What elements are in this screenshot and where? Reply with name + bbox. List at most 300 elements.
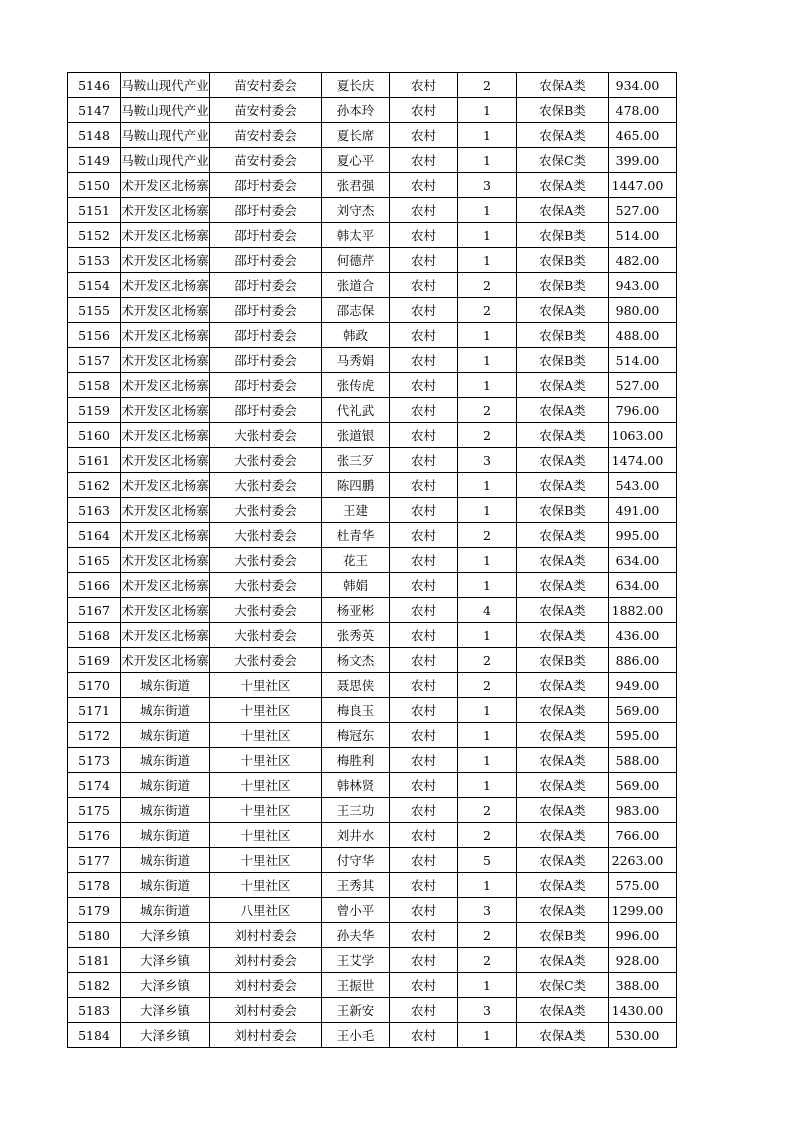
table-row bbox=[68, 548, 677, 573]
amount-cell: 482.00 bbox=[609, 248, 677, 273]
person-name-cell: 曾小平 bbox=[322, 898, 390, 923]
village-cell: 十里社区 bbox=[210, 848, 322, 873]
serial-no-cell: 5154 bbox=[68, 273, 121, 298]
table-row bbox=[68, 98, 677, 123]
village-cell: 大张村委会 bbox=[210, 648, 322, 673]
household-type-cell: 农村 bbox=[390, 323, 458, 348]
insurance-class-cell: 农保A类 bbox=[517, 423, 609, 448]
table-row bbox=[68, 673, 677, 698]
insurance-class-cell: 农保B类 bbox=[517, 248, 609, 273]
serial-no-cell: 5181 bbox=[68, 948, 121, 973]
family-size-cell: 1 bbox=[458, 373, 517, 398]
insurance-class-cell: 农保A类 bbox=[517, 573, 609, 598]
village-cell: 十里社区 bbox=[210, 873, 322, 898]
serial-no-cell: 5179 bbox=[68, 898, 121, 923]
household-type-cell: 农村 bbox=[390, 748, 458, 773]
family-size-cell: 2 bbox=[458, 923, 517, 948]
village-cell: 大张村委会 bbox=[210, 573, 322, 598]
village-cell: 刘村村委会 bbox=[210, 948, 322, 973]
person-name-cell: 梅冠东 bbox=[322, 723, 390, 748]
table-row bbox=[68, 348, 677, 373]
amount-cell: 943.00 bbox=[609, 273, 677, 298]
person-name-cell: 王振世 bbox=[322, 973, 390, 998]
table-row bbox=[68, 298, 677, 323]
household-type-cell: 农村 bbox=[390, 198, 458, 223]
serial-no-cell: 5168 bbox=[68, 623, 121, 648]
family-size-cell: 1 bbox=[458, 498, 517, 523]
amount-cell: 983.00 bbox=[609, 798, 677, 823]
person-name-cell: 张秀英 bbox=[322, 623, 390, 648]
household-type-cell: 农村 bbox=[390, 123, 458, 148]
serial-no-cell: 5155 bbox=[68, 298, 121, 323]
table-row bbox=[68, 248, 677, 273]
person-name-cell: 孙夫华 bbox=[322, 923, 390, 948]
insurance-class-cell: 农保A类 bbox=[517, 448, 609, 473]
serial-no-cell: 5176 bbox=[68, 823, 121, 848]
serial-no-cell: 5158 bbox=[68, 373, 121, 398]
household-type-cell: 农村 bbox=[390, 848, 458, 873]
serial-no-cell: 5184 bbox=[68, 1023, 121, 1048]
insurance-class-cell: 农保B类 bbox=[517, 223, 609, 248]
village-cell: 十里社区 bbox=[210, 748, 322, 773]
insurance-class-cell: 农保A类 bbox=[517, 473, 609, 498]
household-type-cell: 农村 bbox=[390, 973, 458, 998]
table-row bbox=[68, 448, 677, 473]
town-cell: 术开发区北杨寨 bbox=[121, 598, 210, 623]
serial-no-cell: 5173 bbox=[68, 748, 121, 773]
family-size-cell: 1 bbox=[458, 548, 517, 573]
household-type-cell: 农村 bbox=[390, 873, 458, 898]
family-size-cell: 3 bbox=[458, 898, 517, 923]
insurance-class-cell: 农保B类 bbox=[517, 498, 609, 523]
insurance-class-cell: 农保A类 bbox=[517, 598, 609, 623]
town-cell: 马鞍山现代产业 bbox=[121, 148, 210, 173]
insurance-class-cell: 农保A类 bbox=[517, 898, 609, 923]
town-cell: 大泽乡镇 bbox=[121, 1023, 210, 1048]
person-name-cell: 王秀其 bbox=[322, 873, 390, 898]
person-name-cell: 张道银 bbox=[322, 423, 390, 448]
village-cell: 邵圩村委会 bbox=[210, 248, 322, 273]
town-cell: 术开发区北杨寨 bbox=[121, 398, 210, 423]
serial-no-cell: 5161 bbox=[68, 448, 121, 473]
amount-cell: 766.00 bbox=[609, 823, 677, 848]
family-size-cell: 3 bbox=[458, 448, 517, 473]
serial-no-cell: 5175 bbox=[68, 798, 121, 823]
village-cell: 刘村村委会 bbox=[210, 1023, 322, 1048]
person-name-cell: 杜青华 bbox=[322, 523, 390, 548]
village-cell: 十里社区 bbox=[210, 773, 322, 798]
family-size-cell: 3 bbox=[458, 173, 517, 198]
serial-no-cell: 5180 bbox=[68, 923, 121, 948]
table-row bbox=[68, 398, 677, 423]
person-name-cell: 夏长庆 bbox=[322, 73, 390, 98]
table-row bbox=[68, 198, 677, 223]
insurance-class-cell: 农保A类 bbox=[517, 998, 609, 1023]
household-type-cell: 农村 bbox=[390, 298, 458, 323]
table-row bbox=[68, 473, 677, 498]
serial-no-cell: 5165 bbox=[68, 548, 121, 573]
village-cell: 邵圩村委会 bbox=[210, 348, 322, 373]
table-row bbox=[68, 773, 677, 798]
family-size-cell: 1 bbox=[458, 973, 517, 998]
family-size-cell: 1 bbox=[458, 473, 517, 498]
household-type-cell: 农村 bbox=[390, 623, 458, 648]
family-size-cell: 5 bbox=[458, 848, 517, 873]
family-size-cell: 4 bbox=[458, 598, 517, 623]
amount-cell: 1474.00 bbox=[609, 448, 677, 473]
household-type-cell: 农村 bbox=[390, 398, 458, 423]
family-size-cell: 2 bbox=[458, 948, 517, 973]
household-type-cell: 农村 bbox=[390, 498, 458, 523]
amount-cell: 465.00 bbox=[609, 123, 677, 148]
village-cell: 大张村委会 bbox=[210, 448, 322, 473]
village-cell: 邵圩村委会 bbox=[210, 198, 322, 223]
town-cell: 城东街道 bbox=[121, 873, 210, 898]
town-cell: 大泽乡镇 bbox=[121, 973, 210, 998]
person-name-cell: 韩政 bbox=[322, 323, 390, 348]
person-name-cell: 张君强 bbox=[322, 173, 390, 198]
household-type-cell: 农村 bbox=[390, 723, 458, 748]
village-cell: 邵圩村委会 bbox=[210, 223, 322, 248]
town-cell: 术开发区北杨寨 bbox=[121, 298, 210, 323]
insurance-class-cell: 农保A类 bbox=[517, 773, 609, 798]
table-row bbox=[68, 498, 677, 523]
person-name-cell: 夏心平 bbox=[322, 148, 390, 173]
insurance-class-cell: 农保A类 bbox=[517, 748, 609, 773]
village-cell: 邵圩村委会 bbox=[210, 323, 322, 348]
household-type-cell: 农村 bbox=[390, 598, 458, 623]
insurance-class-cell: 农保C类 bbox=[517, 973, 609, 998]
village-cell: 十里社区 bbox=[210, 798, 322, 823]
insurance-class-cell: 农保A类 bbox=[517, 848, 609, 873]
table-row bbox=[68, 598, 677, 623]
table-row bbox=[68, 273, 677, 298]
amount-cell: 488.00 bbox=[609, 323, 677, 348]
person-name-cell: 聂思侠 bbox=[322, 673, 390, 698]
family-size-cell: 1 bbox=[458, 223, 517, 248]
table-row bbox=[68, 423, 677, 448]
household-type-cell: 农村 bbox=[390, 448, 458, 473]
amount-cell: 1447.00 bbox=[609, 173, 677, 198]
serial-no-cell: 5163 bbox=[68, 498, 121, 523]
family-size-cell: 2 bbox=[458, 298, 517, 323]
amount-cell: 1299.00 bbox=[609, 898, 677, 923]
amount-cell: 995.00 bbox=[609, 523, 677, 548]
town-cell: 城东街道 bbox=[121, 698, 210, 723]
town-cell: 术开发区北杨寨 bbox=[121, 523, 210, 548]
insurance-class-cell: 农保B类 bbox=[517, 348, 609, 373]
person-name-cell: 王艾学 bbox=[322, 948, 390, 973]
town-cell: 马鞍山现代产业 bbox=[121, 98, 210, 123]
insurance-class-cell: 农保A类 bbox=[517, 823, 609, 848]
family-size-cell: 1 bbox=[458, 748, 517, 773]
person-name-cell: 梅胜利 bbox=[322, 748, 390, 773]
table-row bbox=[68, 748, 677, 773]
insurance-class-cell: 农保A类 bbox=[517, 523, 609, 548]
household-type-cell: 农村 bbox=[390, 923, 458, 948]
village-cell: 刘村村委会 bbox=[210, 973, 322, 998]
amount-cell: 569.00 bbox=[609, 698, 677, 723]
household-type-cell: 农村 bbox=[390, 73, 458, 98]
village-cell: 十里社区 bbox=[210, 698, 322, 723]
table-row bbox=[68, 923, 677, 948]
serial-no-cell: 5146 bbox=[68, 73, 121, 98]
person-name-cell: 陈四鹏 bbox=[322, 473, 390, 498]
amount-cell: 934.00 bbox=[609, 73, 677, 98]
amount-cell: 514.00 bbox=[609, 223, 677, 248]
amount-cell: 2263.00 bbox=[609, 848, 677, 873]
household-type-cell: 农村 bbox=[390, 698, 458, 723]
serial-no-cell: 5170 bbox=[68, 673, 121, 698]
person-name-cell: 梅良玉 bbox=[322, 698, 390, 723]
amount-cell: 796.00 bbox=[609, 398, 677, 423]
amount-cell: 928.00 bbox=[609, 948, 677, 973]
amount-cell: 886.00 bbox=[609, 648, 677, 673]
town-cell: 术开发区北杨寨 bbox=[121, 473, 210, 498]
serial-no-cell: 5166 bbox=[68, 573, 121, 598]
household-type-cell: 农村 bbox=[390, 648, 458, 673]
village-cell: 大张村委会 bbox=[210, 548, 322, 573]
town-cell: 马鞍山现代产业 bbox=[121, 123, 210, 148]
village-cell: 苗安村委会 bbox=[210, 98, 322, 123]
person-name-cell: 邵志保 bbox=[322, 298, 390, 323]
insurance-class-cell: 农保A类 bbox=[517, 298, 609, 323]
person-name-cell: 王建 bbox=[322, 498, 390, 523]
town-cell: 大泽乡镇 bbox=[121, 948, 210, 973]
serial-no-cell: 5159 bbox=[68, 398, 121, 423]
household-type-cell: 农村 bbox=[390, 348, 458, 373]
insurance-class-cell: 农保A类 bbox=[517, 548, 609, 573]
town-cell: 术开发区北杨寨 bbox=[121, 498, 210, 523]
serial-no-cell: 5182 bbox=[68, 973, 121, 998]
insurance-class-cell: 农保B类 bbox=[517, 648, 609, 673]
serial-no-cell: 5169 bbox=[68, 648, 121, 673]
town-cell: 术开发区北杨寨 bbox=[121, 348, 210, 373]
family-size-cell: 1 bbox=[458, 198, 517, 223]
amount-cell: 530.00 bbox=[609, 1023, 677, 1048]
village-cell: 大张村委会 bbox=[210, 598, 322, 623]
family-size-cell: 1 bbox=[458, 98, 517, 123]
household-type-cell: 农村 bbox=[390, 248, 458, 273]
village-cell: 大张村委会 bbox=[210, 498, 322, 523]
town-cell: 术开发区北杨寨 bbox=[121, 648, 210, 673]
serial-no-cell: 5177 bbox=[68, 848, 121, 873]
person-name-cell: 夏长席 bbox=[322, 123, 390, 148]
family-size-cell: 1 bbox=[458, 348, 517, 373]
village-cell: 刘村村委会 bbox=[210, 923, 322, 948]
amount-cell: 514.00 bbox=[609, 348, 677, 373]
town-cell: 城东街道 bbox=[121, 823, 210, 848]
serial-no-cell: 5157 bbox=[68, 348, 121, 373]
person-name-cell: 花王 bbox=[322, 548, 390, 573]
table-row bbox=[68, 573, 677, 598]
person-name-cell: 刘守杰 bbox=[322, 198, 390, 223]
insurance-class-cell: 农保B类 bbox=[517, 98, 609, 123]
table-row bbox=[68, 823, 677, 848]
serial-no-cell: 5172 bbox=[68, 723, 121, 748]
town-cell: 城东街道 bbox=[121, 898, 210, 923]
table-row bbox=[68, 973, 677, 998]
town-cell: 城东街道 bbox=[121, 673, 210, 698]
village-cell: 大张村委会 bbox=[210, 623, 322, 648]
town-cell: 术开发区北杨寨 bbox=[121, 373, 210, 398]
person-name-cell: 韩娟 bbox=[322, 573, 390, 598]
serial-no-cell: 5164 bbox=[68, 523, 121, 548]
town-cell: 术开发区北杨寨 bbox=[121, 548, 210, 573]
family-size-cell: 1 bbox=[458, 773, 517, 798]
amount-cell: 1430.00 bbox=[609, 998, 677, 1023]
amount-cell: 527.00 bbox=[609, 198, 677, 223]
town-cell: 城东街道 bbox=[121, 748, 210, 773]
household-type-cell: 农村 bbox=[390, 273, 458, 298]
table-row bbox=[68, 1023, 677, 1048]
village-cell: 邵圩村委会 bbox=[210, 398, 322, 423]
table-row bbox=[68, 173, 677, 198]
insurance-class-cell: 农保C类 bbox=[517, 148, 609, 173]
person-name-cell: 王新安 bbox=[322, 998, 390, 1023]
person-name-cell: 杨文杰 bbox=[322, 648, 390, 673]
insurance-class-cell: 农保A类 bbox=[517, 873, 609, 898]
village-cell: 十里社区 bbox=[210, 673, 322, 698]
serial-no-cell: 5174 bbox=[68, 773, 121, 798]
village-cell: 大张村委会 bbox=[210, 423, 322, 448]
person-name-cell: 张道合 bbox=[322, 273, 390, 298]
amount-cell: 388.00 bbox=[609, 973, 677, 998]
serial-no-cell: 5156 bbox=[68, 323, 121, 348]
town-cell: 城东街道 bbox=[121, 848, 210, 873]
household-type-cell: 农村 bbox=[390, 823, 458, 848]
family-size-cell: 2 bbox=[458, 648, 517, 673]
family-size-cell: 2 bbox=[458, 273, 517, 298]
amount-cell: 996.00 bbox=[609, 923, 677, 948]
family-size-cell: 1 bbox=[458, 698, 517, 723]
serial-no-cell: 5151 bbox=[68, 198, 121, 223]
town-cell: 术开发区北杨寨 bbox=[121, 223, 210, 248]
table-row bbox=[68, 223, 677, 248]
amount-cell: 1882.00 bbox=[609, 598, 677, 623]
household-type-cell: 农村 bbox=[390, 223, 458, 248]
family-size-cell: 2 bbox=[458, 73, 517, 98]
insurance-class-cell: 农保B类 bbox=[517, 323, 609, 348]
insurance-class-cell: 农保A类 bbox=[517, 1023, 609, 1048]
amount-cell: 575.00 bbox=[609, 873, 677, 898]
serial-no-cell: 5183 bbox=[68, 998, 121, 1023]
household-type-cell: 农村 bbox=[390, 798, 458, 823]
family-size-cell: 3 bbox=[458, 998, 517, 1023]
family-size-cell: 1 bbox=[458, 573, 517, 598]
insurance-class-cell: 农保A类 bbox=[517, 173, 609, 198]
family-size-cell: 1 bbox=[458, 723, 517, 748]
household-type-cell: 农村 bbox=[390, 998, 458, 1023]
table-row bbox=[68, 898, 677, 923]
insurance-class-cell: 农保A类 bbox=[517, 73, 609, 98]
serial-no-cell: 5152 bbox=[68, 223, 121, 248]
table-row bbox=[68, 623, 677, 648]
village-cell: 十里社区 bbox=[210, 723, 322, 748]
insurance-class-cell: 农保B类 bbox=[517, 923, 609, 948]
household-type-cell: 农村 bbox=[390, 573, 458, 598]
person-name-cell: 王小毛 bbox=[322, 1023, 390, 1048]
insurance-class-cell: 农保A类 bbox=[517, 698, 609, 723]
person-name-cell: 何德芹 bbox=[322, 248, 390, 273]
household-type-cell: 农村 bbox=[390, 98, 458, 123]
family-size-cell: 1 bbox=[458, 148, 517, 173]
roster-body bbox=[68, 73, 677, 1048]
amount-cell: 1063.00 bbox=[609, 423, 677, 448]
amount-cell: 569.00 bbox=[609, 773, 677, 798]
amount-cell: 491.00 bbox=[609, 498, 677, 523]
household-type-cell: 农村 bbox=[390, 898, 458, 923]
household-type-cell: 农村 bbox=[390, 373, 458, 398]
town-cell: 术开发区北杨寨 bbox=[121, 623, 210, 648]
household-type-cell: 农村 bbox=[390, 148, 458, 173]
household-type-cell: 农村 bbox=[390, 1023, 458, 1048]
table-row bbox=[68, 373, 677, 398]
village-cell: 邵圩村委会 bbox=[210, 298, 322, 323]
person-name-cell: 付守华 bbox=[322, 848, 390, 873]
amount-cell: 478.00 bbox=[609, 98, 677, 123]
person-name-cell: 张传虎 bbox=[322, 373, 390, 398]
household-type-cell: 农村 bbox=[390, 548, 458, 573]
town-cell: 术开发区北杨寨 bbox=[121, 198, 210, 223]
table-row bbox=[68, 648, 677, 673]
town-cell: 大泽乡镇 bbox=[121, 998, 210, 1023]
family-size-cell: 1 bbox=[458, 1023, 517, 1048]
family-size-cell: 1 bbox=[458, 623, 517, 648]
insurance-class-cell: 农保A类 bbox=[517, 723, 609, 748]
table-row bbox=[68, 798, 677, 823]
family-size-cell: 2 bbox=[458, 398, 517, 423]
serial-no-cell: 5147 bbox=[68, 98, 121, 123]
village-cell: 刘村村委会 bbox=[210, 998, 322, 1023]
village-cell: 邵圩村委会 bbox=[210, 373, 322, 398]
serial-no-cell: 5171 bbox=[68, 698, 121, 723]
village-cell: 大张村委会 bbox=[210, 523, 322, 548]
town-cell: 术开发区北杨寨 bbox=[121, 273, 210, 298]
person-name-cell: 马秀娟 bbox=[322, 348, 390, 373]
insurance-class-cell: 农保A类 bbox=[517, 623, 609, 648]
town-cell: 城东街道 bbox=[121, 773, 210, 798]
amount-cell: 399.00 bbox=[609, 148, 677, 173]
town-cell: 术开发区北杨寨 bbox=[121, 173, 210, 198]
town-cell: 术开发区北杨寨 bbox=[121, 423, 210, 448]
table-row bbox=[68, 948, 677, 973]
amount-cell: 543.00 bbox=[609, 473, 677, 498]
village-cell: 邵圩村委会 bbox=[210, 173, 322, 198]
insurance-class-cell: 农保A类 bbox=[517, 373, 609, 398]
town-cell: 马鞍山现代产业 bbox=[121, 73, 210, 98]
amount-cell: 980.00 bbox=[609, 298, 677, 323]
serial-no-cell: 5149 bbox=[68, 148, 121, 173]
household-type-cell: 农村 bbox=[390, 773, 458, 798]
amount-cell: 634.00 bbox=[609, 548, 677, 573]
town-cell: 城东街道 bbox=[121, 798, 210, 823]
town-cell: 大泽乡镇 bbox=[121, 923, 210, 948]
household-type-cell: 农村 bbox=[390, 673, 458, 698]
serial-no-cell: 5148 bbox=[68, 123, 121, 148]
person-name-cell: 刘井水 bbox=[322, 823, 390, 848]
table-row bbox=[68, 723, 677, 748]
amount-cell: 436.00 bbox=[609, 623, 677, 648]
insurance-class-cell: 农保A类 bbox=[517, 948, 609, 973]
insurance-class-cell: 农保A类 bbox=[517, 398, 609, 423]
amount-cell: 588.00 bbox=[609, 748, 677, 773]
family-size-cell: 2 bbox=[458, 523, 517, 548]
household-type-cell: 农村 bbox=[390, 948, 458, 973]
family-size-cell: 2 bbox=[458, 423, 517, 448]
town-cell: 术开发区北杨寨 bbox=[121, 323, 210, 348]
village-cell: 苗安村委会 bbox=[210, 73, 322, 98]
